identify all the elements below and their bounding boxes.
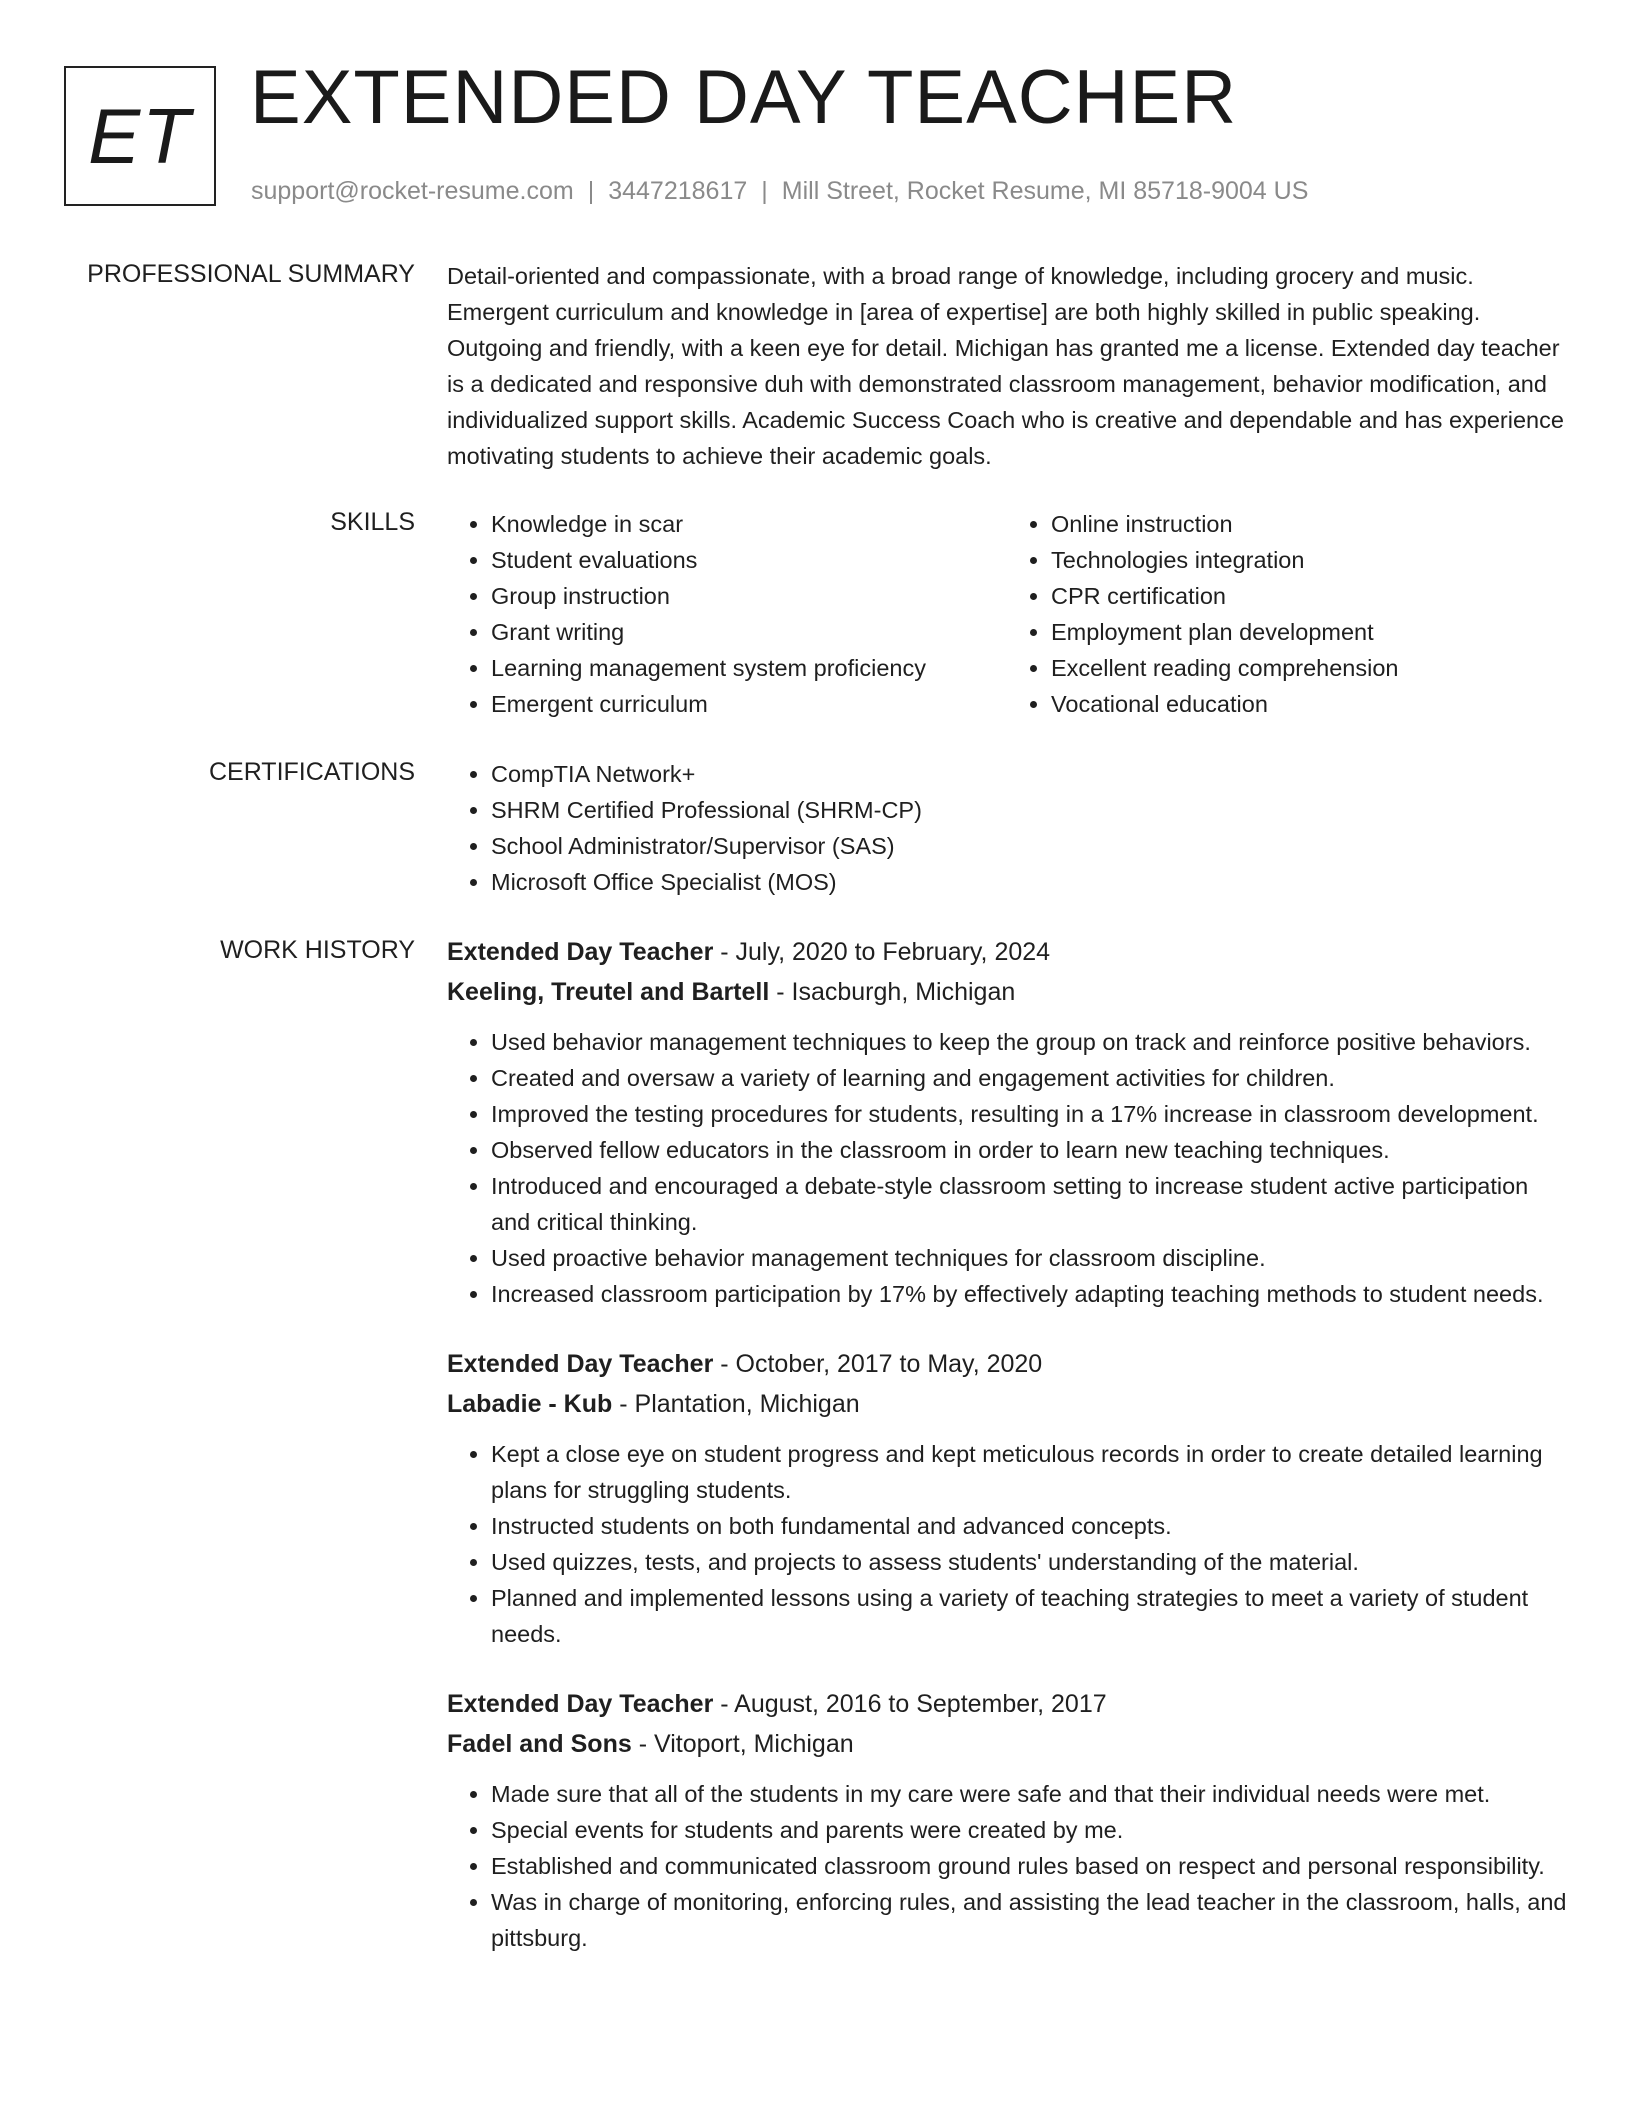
job-title: Extended Day Teacher [447, 1350, 714, 1378]
certifications-body [447, 756, 1567, 900]
job-bullet-item: • Increased classroom participation by 17% by effectively adapting teaching methods to student needs. [491, 1276, 1567, 1312]
job-dates: - October, 2017 to May, 2020 [713, 1350, 1043, 1378]
job-entry [447, 1684, 1567, 1956]
certification-item: • Microsoft Office Specialist (MOS) [491, 864, 1567, 900]
certification-item: • CompTIA Network+ [491, 756, 1567, 792]
job-bullets [447, 1024, 1567, 1312]
job-location: - Vitoport, Michigan [631, 1730, 854, 1758]
job-location: - Plantation, Michigan [612, 1390, 860, 1418]
work-history-body [447, 932, 1567, 1988]
job-bullet-item: • Made sure that all of the students in my care were safe and that their individual needs were met. [491, 1776, 1567, 1812]
job-bullet-item: • Was in charge of monitoring, enforcing rules, and assisting the lead teacher in the classroom, halls, and pittsburg. [491, 1884, 1567, 1956]
job-dates: - August, 2016 to September, 2017 [713, 1690, 1107, 1718]
job-title-line [447, 932, 1567, 972]
job-bullet-item: • Kept a close eye on student progress and kept meticulous records in order to create detailed learning plans for struggling students. [491, 1436, 1567, 1508]
contact-line [251, 176, 1308, 206]
job-bullet-item: • Observed fellow educators in the classroom in order to learn new teaching techniques. [491, 1132, 1567, 1168]
skill-item: • Knowledge in scar [491, 506, 1007, 542]
job-bullets [447, 1776, 1567, 1956]
job-bullet-item: • Introduced and encouraged a debate-style classroom setting to increase student active participation and critical thinking. [491, 1168, 1567, 1240]
job-bullet-item: • Planned and implemented lessons using a variety of teaching strategies to meet a variety of student needs. [491, 1580, 1567, 1652]
contact-email: support@rocket-resume.com [251, 177, 574, 205]
job-bullet-item: • Special events for students and parents were created by me. [491, 1812, 1567, 1848]
skill-item: • Excellent reading comprehension [1051, 650, 1567, 686]
job-entry [447, 932, 1567, 1312]
skill-item: • Emergent curriculum [491, 686, 1007, 722]
skills-list-right [1007, 506, 1567, 722]
section-label-summary: PROFESSIONAL SUMMARY [87, 260, 415, 288]
job-bullets [447, 1436, 1567, 1652]
skill-item: • Group instruction [491, 578, 1007, 614]
section-label-skills: SKILLS [330, 508, 415, 536]
job-company: Labadie - Kub [447, 1390, 613, 1418]
monogram-box [64, 66, 216, 206]
section-label-work-history: WORK HISTORY [220, 936, 415, 964]
job-title-line [447, 1344, 1567, 1384]
job-company-line [447, 1724, 1567, 1764]
job-company: Fadel and Sons [447, 1730, 632, 1758]
job-location: - Isacburgh, Michigan [769, 978, 1016, 1006]
skill-item: • Technologies integration [1051, 542, 1567, 578]
skill-item: • Online instruction [1051, 506, 1567, 542]
contact-separator: | [761, 177, 768, 205]
skills-grid [447, 506, 1567, 722]
skills-body [447, 506, 1567, 722]
skill-item: • Vocational education [1051, 686, 1567, 722]
skill-item: • Employment plan development [1051, 614, 1567, 650]
skill-item: • Learning management system proficiency [491, 650, 1007, 686]
summary-body [447, 258, 1567, 474]
job-dates: - July, 2020 to February, 2024 [713, 938, 1051, 966]
summary-text: Detail-oriented and compassionate, with a broad range of knowledge, including grocery and music. Emergent curriculum and knowledge in [area of expertise] are both highly skilled in public speaking. Outgoing and friendly, with a keen eye for detail. Michigan has granted me a license. Extended day teacher is a dedicated and responsive duh with demonstrated classroom management, behavior modification, and individualized support skills. Academic Success Coach who is creative and dependable and has experience motivating students to achieve their academic goals. [447, 263, 1564, 469]
job-title: Extended Day Teacher [447, 1690, 714, 1718]
job-bullet-item: • Improved the testing procedures for students, resulting in a 17% increase in classroom development. [491, 1096, 1567, 1132]
job-title-line [447, 1684, 1567, 1724]
section-label-certifications: CERTIFICATIONS [208, 758, 415, 786]
job-title: Extended Day Teacher [447, 938, 714, 966]
skill-item: • Grant writing [491, 614, 1007, 650]
job-bullet-item: • Used quizzes, tests, and projects to assess students' understanding of the material. [491, 1544, 1567, 1580]
certification-item: • SHRM Certified Professional (SHRM-CP) [491, 792, 1567, 828]
contact-address: Mill Street, Rocket Resume, MI 85718-9004 US [781, 177, 1309, 205]
certification-item: • School Administrator/Supervisor (SAS) [491, 828, 1567, 864]
certifications-list [447, 756, 1567, 900]
monogram-initials: ET [88, 92, 192, 180]
job-bullet-item: • Used proactive behavior management techniques for classroom discipline. [491, 1240, 1567, 1276]
job-company: Keeling, Treutel and Bartell [447, 978, 770, 1006]
skills-list-left [447, 506, 1007, 722]
contact-phone: 3447218617 [608, 177, 748, 205]
job-company-line [447, 972, 1567, 1012]
job-bullet-item: • Instructed students on both fundamental and advanced concepts. [491, 1508, 1567, 1544]
job-bullet-item: • Established and communicated classroom ground rules based on respect and personal responsibility. [491, 1848, 1567, 1884]
job-bullet-item: • Used behavior management techniques to keep the group on track and reinforce positive behaviors. [491, 1024, 1567, 1060]
job-entry [447, 1344, 1567, 1652]
skill-item: • Student evaluations [491, 542, 1007, 578]
contact-separator: | [587, 177, 595, 205]
skill-item: • CPR certification [1051, 578, 1567, 614]
job-company-line [447, 1384, 1567, 1424]
resume-name-heading: EXTENDED DAY TEACHER [250, 55, 1238, 140]
job-bullet-item: • Created and oversaw a variety of learning and engagement activities for children. [491, 1060, 1567, 1096]
